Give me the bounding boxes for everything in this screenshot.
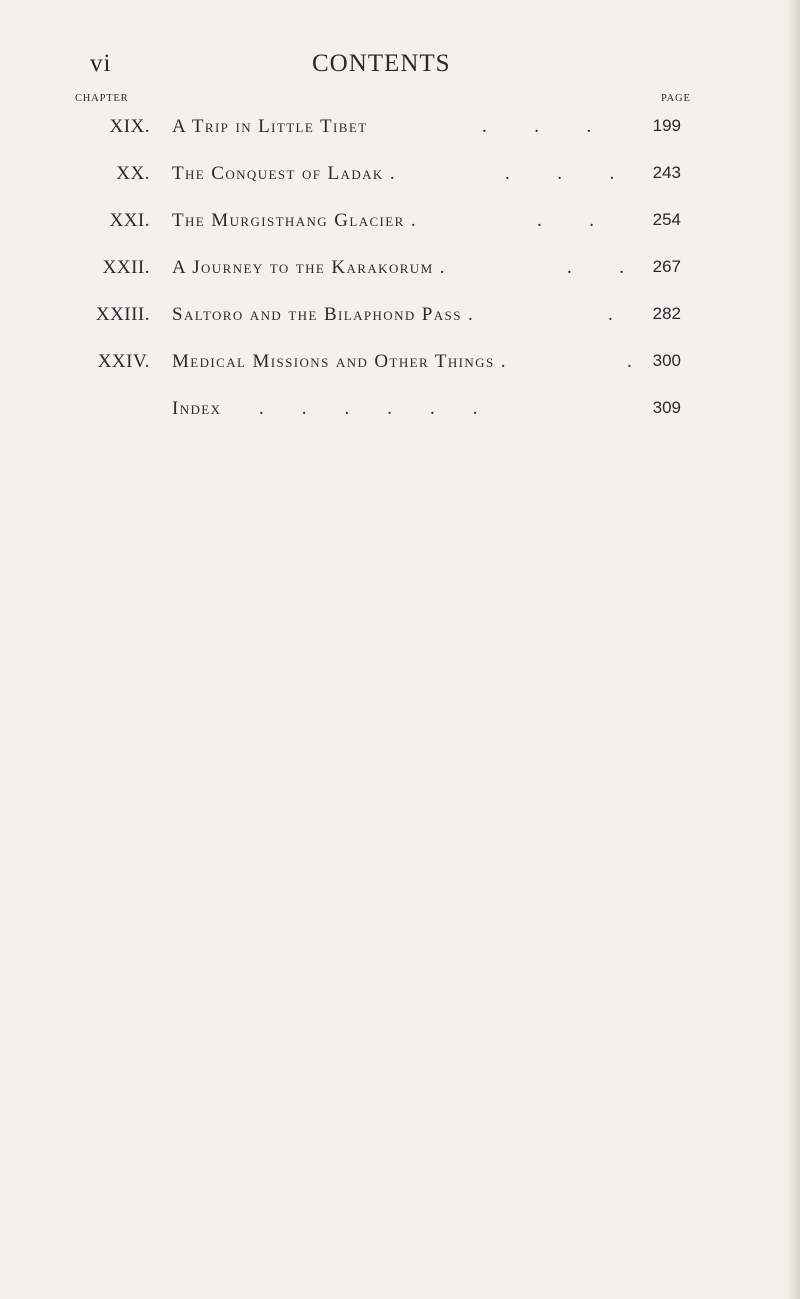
page-number: 282 — [652, 304, 681, 323]
toc-entry — [0, 116, 800, 146]
page-number: 243 — [652, 163, 681, 182]
chapter-number: XXI. — [109, 210, 150, 231]
page-edge-shadow — [786, 0, 800, 1299]
dot-leader: . . — [567, 257, 624, 278]
page-number: 267 — [652, 257, 681, 276]
toc-entry — [0, 257, 800, 287]
chapter-number: XXII. — [102, 257, 150, 278]
chapter-title: A Trip in Little Tibet — [172, 116, 368, 137]
dot-leader: . . . — [505, 163, 615, 184]
toc-entry — [0, 163, 800, 193]
toc-entry — [0, 304, 800, 334]
dot-leader: . — [608, 304, 613, 325]
chapter-column-label: CHAPTER — [75, 93, 129, 104]
page-column-label: PAGE — [661, 93, 691, 104]
chapter-number: XIX. — [109, 116, 150, 137]
chapter-title: The Murgisthang Glacier . — [172, 210, 417, 231]
page-number: 309 — [652, 398, 681, 417]
running-head: CONTENTS — [312, 50, 451, 77]
chapter-title: Saltoro and the Bilaphond Pass . — [172, 304, 475, 325]
toc-entry — [0, 351, 800, 381]
chapter-title: Medical Missions and Other Things . — [172, 351, 507, 372]
chapter-number: XXIV. — [97, 351, 150, 372]
toc-entry-index — [0, 398, 800, 428]
page-number: 300 — [652, 351, 681, 370]
page-folio: vi — [90, 50, 112, 77]
dot-leader: . . . — [482, 116, 592, 137]
index-title: Index — [172, 398, 222, 419]
dot-leader: . — [627, 351, 632, 372]
page-number: 199 — [652, 116, 681, 135]
chapter-number: XX. — [116, 163, 150, 184]
chapter-number: XXIII. — [95, 304, 150, 325]
chapter-title: The Conquest of Ladak . — [172, 163, 396, 184]
toc-entry — [0, 210, 800, 240]
dot-leader: . . . . . . — [259, 398, 478, 419]
chapter-title: A Journey to the Karakorum . — [172, 257, 446, 278]
dot-leader: . . — [537, 210, 594, 231]
page-number: 254 — [652, 210, 681, 229]
